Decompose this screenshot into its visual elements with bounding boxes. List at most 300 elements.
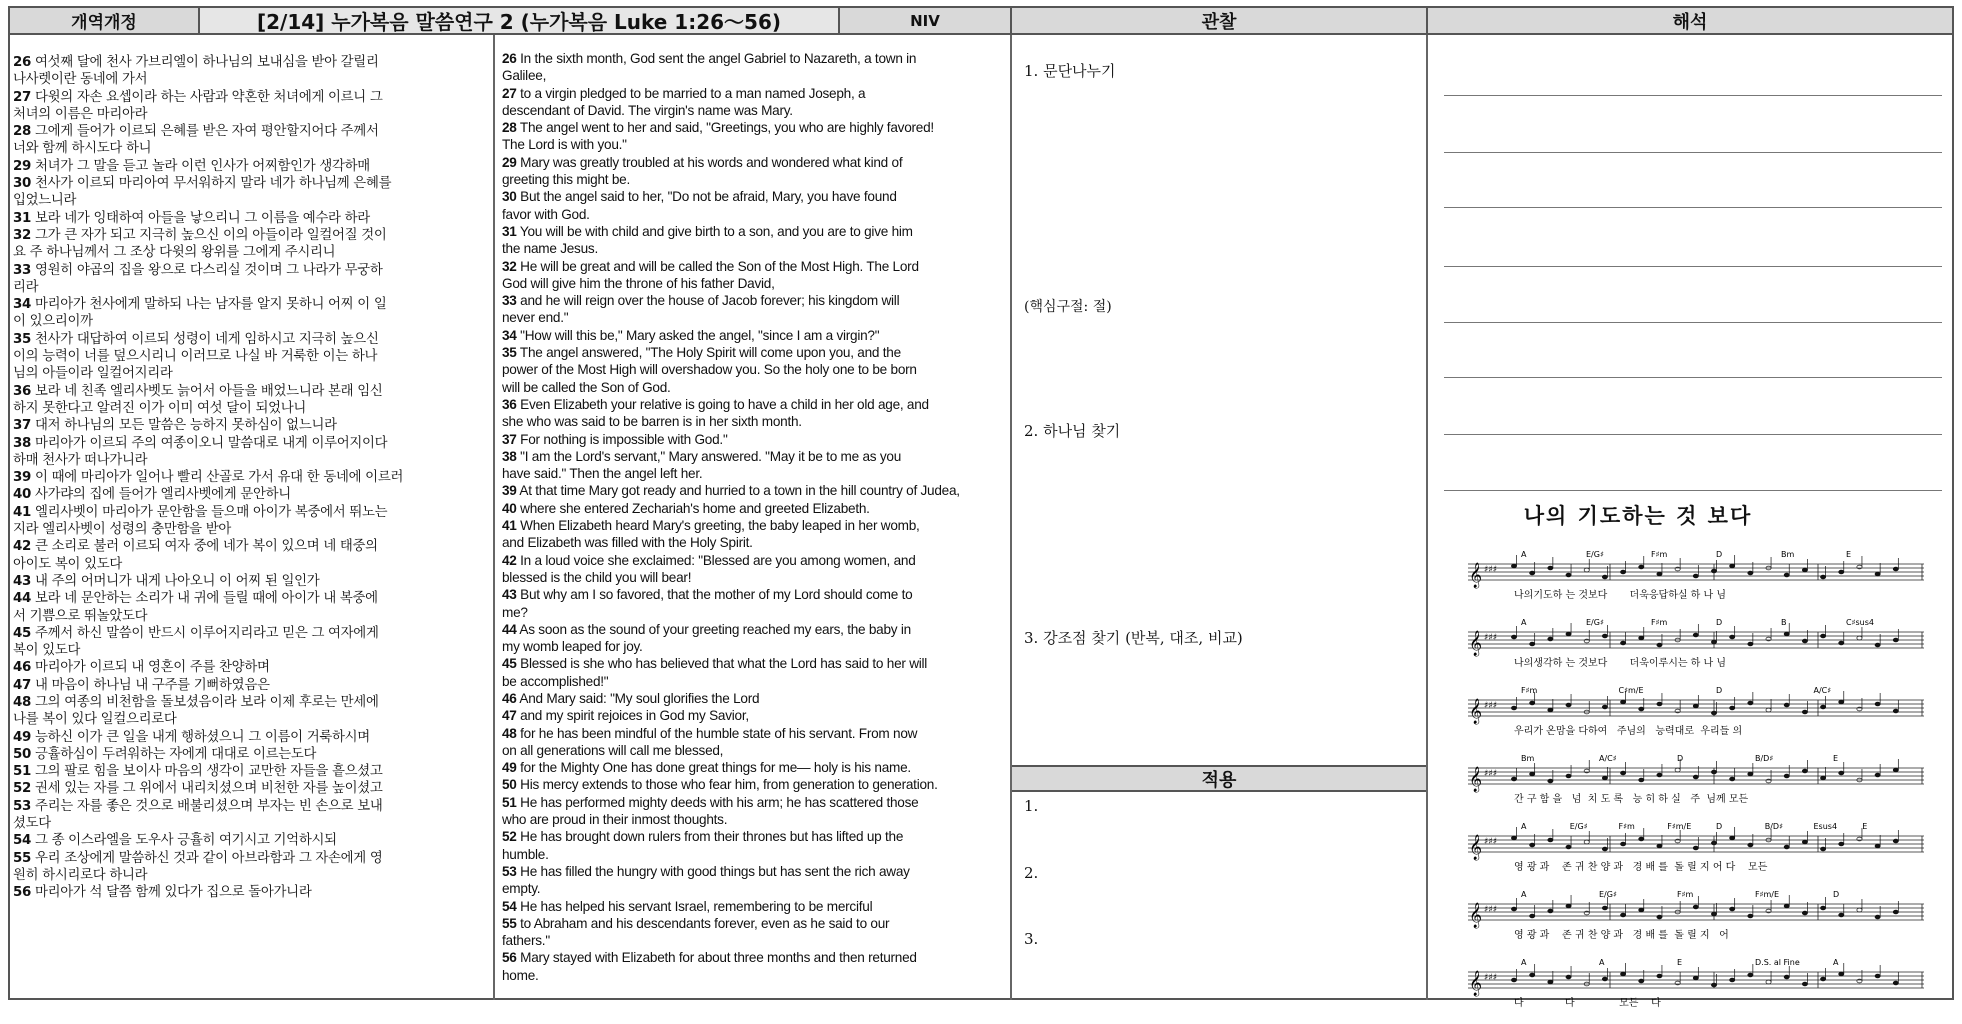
chord-symbol: F♯m	[1651, 550, 1668, 559]
verse-line	[13, 486, 483, 503]
verse-text: she who was said to be barren is in her sixth month.	[502, 414, 802, 430]
verse-line	[502, 863, 1002, 880]
verse-text: 내 마음이 하나님 내 구주를 기뻐하였음은	[31, 677, 270, 693]
verse-line	[13, 504, 483, 521]
note-head	[1566, 904, 1571, 908]
note-head	[1548, 566, 1553, 570]
verse-text: 마리아가 천사에게 말하되 나는 남자를 알지 못하니 어찌 이 일	[31, 297, 387, 313]
lyrics-line: 나의기도하 는 것보다 더욱응답하실 하 나 님	[1514, 590, 1727, 601]
chord-symbol: E	[1846, 550, 1852, 559]
verse-line	[13, 279, 483, 296]
note-head	[1802, 982, 1807, 986]
music-staff	[1466, 616, 1926, 680]
note-head	[1802, 911, 1807, 915]
note-head	[1748, 642, 1753, 646]
note-head	[1511, 777, 1516, 781]
verse-text: The angel answered, "The Holy Spirit will come upon you, and the	[516, 345, 901, 361]
note-head	[1875, 572, 1880, 576]
verse-text: home.	[502, 967, 539, 983]
interpretation-label: 해석	[1672, 11, 1708, 33]
verse-text: and he will reign over the house of Jacob forever; his kingdom will	[516, 293, 900, 309]
niv-label: NIV	[910, 11, 940, 30]
verse-number: 40	[502, 500, 517, 516]
verse-text: the name Jesus.	[502, 241, 598, 257]
note-head	[1766, 980, 1771, 984]
verse-number: 32	[13, 227, 32, 243]
note-head	[1602, 634, 1607, 638]
verse-number: 56	[13, 885, 32, 901]
note-head	[1620, 570, 1625, 574]
verse-line	[502, 396, 1002, 413]
verse-line	[502, 811, 1002, 828]
note-head	[1511, 907, 1516, 911]
chord-symbol: F♯m/E	[1667, 822, 1692, 831]
chord-symbol: C♯m/E	[1618, 686, 1644, 695]
observation-item-1: 1. 문단나누기	[1024, 62, 1116, 80]
verse-line	[502, 604, 1002, 621]
note-head	[1639, 707, 1644, 711]
note-head	[1784, 703, 1789, 707]
note-head	[1693, 905, 1698, 909]
verse-line	[13, 192, 483, 209]
note-head	[1839, 641, 1844, 645]
chord-symbol: B	[1781, 618, 1787, 627]
key-signature-icon: ♯♯♯	[1484, 905, 1498, 915]
note-head	[1875, 844, 1880, 848]
application-item: 2.	[1024, 864, 1039, 882]
note-head	[1566, 975, 1571, 979]
note-head	[1620, 842, 1625, 846]
verse-line	[13, 746, 483, 763]
note-head	[1657, 844, 1662, 848]
verse-number: 29	[502, 154, 517, 170]
verse-text: favor with God.	[502, 206, 590, 222]
note-head	[1730, 777, 1735, 781]
verse-text: You will be with child and give birth to a son, and you are to give him	[516, 223, 913, 239]
verse-number: 50	[13, 746, 32, 762]
verse-line	[502, 275, 1002, 292]
verse-number: 27	[13, 89, 32, 105]
music-staff	[1466, 820, 1926, 884]
verse-number: 46	[502, 690, 517, 706]
note-head	[1730, 907, 1735, 911]
verse-line	[13, 729, 483, 746]
note-head	[1875, 702, 1880, 706]
chord-symbol: E/G♯	[1599, 890, 1617, 899]
note-head	[1530, 571, 1535, 575]
verse-number: 27	[502, 85, 517, 101]
verse-text: 입었느니라	[13, 193, 77, 209]
note-head	[1511, 635, 1516, 639]
note-head	[1693, 574, 1698, 578]
verse-number: 26	[13, 55, 32, 70]
interpretation-header	[1428, 8, 1952, 35]
verse-number: 33	[13, 262, 32, 278]
verse-number: 49	[13, 729, 32, 745]
verse-text: be accomplished!"	[502, 673, 609, 689]
verse-number: 43	[13, 573, 32, 589]
verse-line	[502, 846, 1002, 863]
verse-number: 33	[502, 293, 517, 309]
observation-header	[1012, 8, 1428, 35]
verse-line	[13, 313, 483, 330]
verse-number: 32	[502, 258, 517, 274]
key-signature-icon: ♯♯♯	[1484, 837, 1498, 847]
note-head	[1857, 636, 1862, 640]
verse-text: 긍휼하심이 두려워하는 자에게 대대로 이르는도다	[31, 746, 317, 762]
note-head	[1657, 643, 1662, 647]
verse-text: and my spirit rejoices in God my Savior,	[516, 708, 749, 724]
verse-line	[13, 158, 483, 175]
verse-text: "How will this be," Mary asked the angel, "since I am a virgin?"	[516, 327, 880, 343]
verse-line	[502, 949, 1002, 966]
chord-symbol: E/G♯	[1586, 550, 1604, 559]
verse-line	[13, 452, 483, 469]
note-head	[1639, 636, 1644, 640]
verse-number: 31	[13, 210, 32, 226]
note-head	[1839, 570, 1844, 574]
note-head	[1548, 838, 1553, 842]
verse-text: 이 때에 마리아가 일어나 빨리 산골로 가서 유대 한 동네에 이르러	[31, 470, 404, 486]
verse-number: 49	[502, 760, 517, 776]
verse-line	[13, 227, 483, 244]
verse-text: 천사가 대답하여 이르되 성령이 네게 임하시고 지극히 높으신	[31, 331, 379, 347]
note-head	[1820, 906, 1825, 910]
verse-line	[13, 106, 483, 123]
verse-number: 44	[13, 591, 32, 607]
verse-number: 34	[13, 297, 32, 313]
verse-line	[502, 552, 1002, 569]
verse-number: 46	[13, 660, 32, 676]
version-header	[10, 8, 200, 35]
note-head	[1693, 633, 1698, 637]
verse-line	[502, 638, 1002, 655]
verse-line	[502, 431, 1002, 448]
verse-number: 36	[502, 396, 517, 412]
treble-clef-icon: 𝄞	[1469, 631, 1483, 656]
verse-line	[13, 123, 483, 140]
note-head	[1602, 705, 1607, 709]
verse-number: 55	[502, 915, 517, 931]
treble-clef-icon: 𝄞	[1469, 563, 1483, 588]
verse-line	[13, 365, 483, 382]
chord-symbol: Bm	[1521, 754, 1535, 763]
verse-text: 마리아가 이르되 주의 여종이오니 말씀대로 내게 이루어지이다	[31, 435, 388, 451]
treble-clef-icon: 𝄞	[1469, 903, 1483, 928]
chord-symbol: E	[1862, 822, 1868, 831]
observation-label: 관찰	[1201, 11, 1237, 33]
note-head	[1511, 564, 1516, 568]
note-head	[1530, 642, 1535, 646]
verse-number: 47	[13, 677, 32, 693]
verse-line	[13, 400, 483, 417]
verse-text: will be called the Son of God.	[502, 379, 671, 395]
writing-line	[1444, 207, 1942, 208]
verse-text: At that time Mary got ready and hurried to a town in the hill country of Judea,	[516, 483, 960, 499]
verse-text: 너와 함께 하시도다 하니	[13, 141, 152, 157]
verse-number: 26	[502, 51, 517, 66]
chord-symbol: F♯m	[1677, 890, 1694, 899]
verse-text: 사가랴의 집에 들어가 엘리사벳에게 문안하니	[31, 487, 291, 503]
verse-line	[13, 625, 483, 642]
verse-line	[13, 815, 483, 832]
application-header	[1012, 765, 1426, 792]
note-head	[1693, 775, 1698, 779]
note-head	[1730, 564, 1735, 568]
key-verse-field: (핵심구절: 절)	[1024, 299, 1112, 315]
chord-symbol: A	[1521, 890, 1527, 899]
chord-symbol: D.S. al Fine	[1755, 958, 1800, 967]
verse-text: Mary stayed with Elizabeth for about three months and then returned	[516, 950, 917, 966]
verse-text: 주께서 하신 말씀이 반드시 이루어지리라고 믿은 그 여자에게	[31, 625, 379, 641]
note-head	[1730, 706, 1735, 710]
verse-number: 45	[502, 656, 517, 672]
verse-text: The angel went to her and said, "Greetings, you who are highly favored!	[516, 120, 934, 136]
verse-line	[502, 413, 1002, 430]
verse-number: 34	[502, 327, 517, 343]
note-head	[1802, 710, 1807, 714]
chord-symbol: F♯m/E	[1755, 890, 1780, 899]
note-head	[1530, 843, 1535, 847]
verse-line	[502, 880, 1002, 897]
verse-text: 다윗의 자손 요셉이라 하는 사람과 약혼한 처녀에게 이르니 그	[31, 89, 383, 105]
verse-number: 42	[13, 539, 32, 555]
chord-symbol: D	[1716, 550, 1723, 559]
note-head	[1802, 639, 1807, 643]
verse-line	[13, 244, 483, 261]
verse-line	[502, 448, 1002, 465]
verse-text: Even Elizabeth your relative is going to have a child in her old age, and	[516, 396, 929, 412]
lyrics-line: 영 광 과 존 귀 찬 양 과 경 배 를 돌 릴 지 어 다 모든	[1514, 862, 1768, 873]
verse-line	[502, 517, 1002, 534]
verse-line	[13, 884, 483, 901]
verse-text: 마리아가 석 달쯤 함께 있다가 집으로 돌아가니라	[31, 885, 312, 901]
verse-text: descendant of David. The virgin's name was Mary.	[502, 102, 793, 118]
verse-line	[502, 967, 1002, 984]
note-head	[1548, 779, 1553, 783]
verse-line	[502, 223, 1002, 240]
chord-symbol: E/G♯	[1586, 618, 1604, 627]
note-head	[1875, 915, 1880, 919]
treble-clef-icon: 𝄞	[1469, 767, 1483, 792]
note-head	[1657, 915, 1662, 919]
note-head	[1730, 836, 1735, 840]
verse-text: power of the Most High will overshadow you. So the holy one to be born	[502, 362, 917, 378]
note-head	[1620, 972, 1625, 976]
verse-number: 53	[13, 798, 32, 814]
verse-text: 대저 하나님의 모든 말씀은 능하지 못하심이 없느니라	[31, 418, 337, 434]
verse-text: me?	[502, 604, 528, 620]
verse-number: 55	[13, 850, 32, 866]
verse-line	[13, 556, 483, 573]
verse-line	[502, 707, 1002, 724]
note-head	[1548, 637, 1553, 641]
lyrics-line: 간 구 함 을 넘 치 도 록 능 히 하 실 주 님께 모든	[1514, 794, 1749, 805]
version-label: 개역개정	[71, 13, 137, 33]
verse-line	[13, 54, 483, 71]
verse-line	[13, 175, 483, 192]
chord-symbol: B/D♯	[1764, 822, 1783, 831]
verse-line	[502, 206, 1002, 223]
verse-line	[502, 776, 1002, 793]
note-head	[1839, 913, 1844, 917]
verse-text: blessed is the child you will bear!	[502, 569, 692, 585]
verse-number: 51	[13, 764, 32, 780]
note-head	[1730, 635, 1735, 639]
verse-text: Mary was greatly troubled at his words and wondered what kind of	[516, 154, 903, 170]
verse-text: 아이도 복이 있도다	[13, 556, 122, 572]
verse-line	[502, 361, 1002, 378]
chord-symbol: F♯m	[1521, 686, 1538, 695]
verse-text: He will be great and will be called the Son of the Most High. The Lord	[516, 258, 919, 274]
verse-line	[13, 210, 483, 227]
verse-line	[502, 915, 1002, 932]
application-item: 3.	[1024, 930, 1039, 948]
verse-text: 나를 복이 있다 일컬으리로다	[13, 712, 177, 728]
verse-text: 주리는 자를 좋은 것으로 배불리셨으며 부자는 빈 손으로 보내	[31, 798, 383, 814]
verse-line	[502, 569, 1002, 586]
verse-line	[13, 590, 483, 607]
chord-symbol: A	[1599, 958, 1605, 967]
note-head	[1784, 774, 1789, 778]
verse-text: 이 있으리이까	[13, 314, 93, 330]
verse-line	[13, 89, 483, 106]
note-head	[1602, 776, 1607, 780]
note-head	[1657, 702, 1662, 706]
verse-number: 30	[502, 189, 517, 205]
verse-text: 나사렛이란 동네에 가서	[13, 72, 148, 88]
lyrics-line: 우리가 온맘을 다하여 주님의 능력대로 우리들 의	[1514, 726, 1743, 737]
verse-number: 28	[13, 124, 32, 140]
note-head	[1657, 974, 1662, 978]
note-head	[1620, 700, 1625, 704]
chord-symbol: A	[1833, 958, 1839, 967]
verse-line	[502, 50, 1002, 67]
chord-symbol: D	[1677, 754, 1684, 763]
verse-text: 원히 하시리로다 하니라	[13, 867, 148, 883]
note-head	[1584, 840, 1589, 844]
verse-text: 보라 네 문안하는 소리가 내 귀에 들릴 때에 아이가 내 복중에	[31, 591, 378, 607]
verse-text: 복이 있도다	[13, 643, 81, 659]
verse-text: 하지 못한다고 알려진 이가 이미 여섯 달이 되었나니	[13, 400, 307, 416]
writing-line	[1444, 266, 1942, 267]
note-head	[1602, 906, 1607, 910]
note-head	[1839, 972, 1844, 976]
verse-line	[13, 608, 483, 625]
verse-line	[502, 85, 1002, 102]
verse-text: for he has been mindful of the humble state of his servant. From now	[516, 725, 918, 741]
verse-text: 요 주 하나님께서 그 조상 다윗의 왕위를 그에게 주시리니	[13, 245, 336, 261]
note-head	[1766, 708, 1771, 712]
writing-line	[1444, 152, 1942, 153]
title-header	[200, 8, 840, 35]
chord-symbol: B/D♯	[1755, 754, 1774, 763]
treble-clef-icon: 𝄞	[1469, 699, 1483, 724]
note-head	[1639, 908, 1644, 912]
note-head	[1511, 836, 1516, 840]
verse-number: 28	[502, 120, 517, 136]
note-head	[1620, 771, 1625, 775]
verse-text: As soon as the sound of your greeting reached my ears, the baby in	[516, 621, 911, 637]
note-head	[1639, 979, 1644, 983]
music-staff	[1466, 684, 1926, 748]
verse-line	[13, 521, 483, 538]
verse-line	[502, 742, 1002, 759]
note-head	[1893, 709, 1898, 713]
verse-text: to Abraham and his descendants forever, even as he said to our	[516, 915, 890, 931]
note-head	[1602, 977, 1607, 981]
note-head	[1820, 977, 1825, 981]
verse-text: But why am I so favored, that the mother of my Lord should come to	[516, 587, 913, 603]
verse-line	[13, 867, 483, 884]
verse-line	[502, 154, 1002, 171]
verse-text: 셨도다	[13, 816, 51, 832]
verse-text: 처녀의 이름은 마리아라	[13, 106, 148, 122]
note-head	[1784, 904, 1789, 908]
music-staff	[1466, 548, 1926, 612]
verse-line	[502, 67, 1002, 84]
verse-number: 48	[13, 694, 32, 710]
verse-text: where she entered Zechariah's home and greeted Elizabeth.	[516, 500, 870, 516]
verse-number: 51	[502, 794, 517, 810]
verse-text: 큰 소리로 불러 이르되 여자 중에 네가 복이 있으며 네 태중의	[31, 539, 378, 555]
verse-line	[502, 534, 1002, 551]
note-head	[1893, 839, 1898, 843]
verse-line	[502, 586, 1002, 603]
verse-line	[13, 694, 483, 711]
note-head	[1639, 837, 1644, 841]
note-head	[1748, 571, 1753, 575]
verse-text: 이의 능력이 너를 덮으시리니 이러므로 나실 바 거룩한 이는 하나	[13, 349, 378, 365]
note-head	[1820, 575, 1825, 579]
note-head	[1893, 638, 1898, 642]
verse-line	[13, 348, 483, 365]
chord-symbol: E/G♯	[1569, 822, 1588, 831]
note-head	[1530, 772, 1535, 776]
note-head	[1784, 975, 1789, 979]
verse-line	[502, 258, 1002, 275]
verse-text: greeting this might be.	[502, 172, 630, 188]
music-staff	[1466, 888, 1926, 952]
note-head	[1748, 973, 1753, 977]
verse-line	[502, 759, 1002, 776]
verse-text: 내 주의 어머니가 내게 나아오니 이 어찌 된 일인가	[31, 573, 320, 589]
writing-line	[1444, 490, 1942, 491]
note-head	[1657, 572, 1662, 576]
verse-text: to a virgin pledged to be married to a man named Joseph, a	[516, 85, 866, 101]
verse-text: "I am the Lord's servant," Mary answered. "May it be to me as you	[516, 448, 902, 464]
verse-line	[502, 119, 1002, 136]
verse-line	[13, 642, 483, 659]
verse-number: 45	[13, 625, 32, 641]
verse-text: 처녀가 그 말을 듣고 놀라 이런 인사가 어찌함인가 생각하매	[31, 158, 370, 174]
chord-symbol: D	[1716, 618, 1723, 627]
verse-text: 그가 큰 자가 되고 지극히 높으신 이의 아들이라 일컬어질 것이	[31, 227, 387, 243]
verse-text: 하매 천사가 떠나가니라	[13, 452, 148, 468]
verse-text: 리라	[13, 279, 39, 295]
verse-line	[13, 763, 483, 780]
verse-text: humble.	[502, 846, 549, 862]
chord-symbol: C♯sus4	[1846, 618, 1874, 627]
note-head	[1839, 700, 1844, 704]
verse-number: 53	[502, 863, 517, 879]
verse-text: 보라 네가 잉태하여 아들을 낳으리니 그 이름을 예수라 하라	[31, 210, 370, 226]
lyrics-line: 나의생각하 는 것보다 더욱이루시는 하 나 님	[1514, 658, 1727, 669]
chord-symbol: E	[1833, 754, 1839, 763]
page-title: [2/14] 누가복음 말씀연구 2 (누가복음 Luke 1:26～56)	[256, 10, 782, 34]
note-head	[1511, 978, 1516, 982]
note-head	[1584, 568, 1589, 572]
